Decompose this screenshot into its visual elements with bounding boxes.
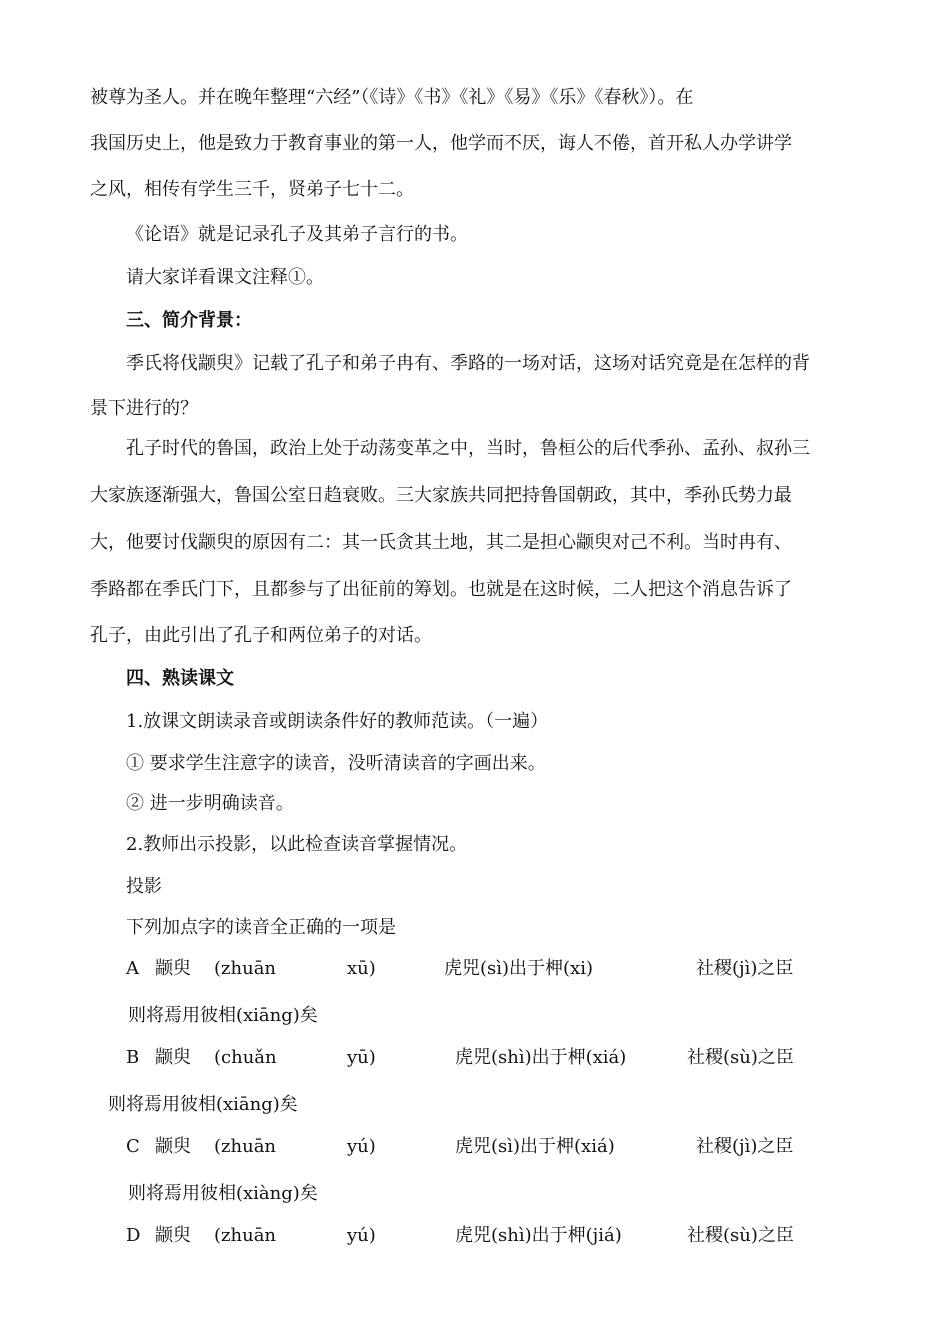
option-item: 社稷(sù)之臣 — [687, 1225, 794, 1246]
option-item: 则将焉用彼相(xiāng)矣 — [108, 1094, 298, 1115]
body-text-line: 2.教师出示投影，以此检查读音掌握情况。 — [126, 834, 468, 855]
section-heading: 四、熟读课文 — [126, 668, 234, 689]
option-letter: A — [126, 958, 139, 979]
option-pinyin: (zhuān — [214, 1136, 277, 1157]
option-word: 颛臾 — [155, 958, 191, 979]
body-text-line: ② 进一步明确读音。 — [126, 793, 294, 814]
option-letter: C — [126, 1136, 140, 1157]
body-text-line: 投影 — [126, 876, 162, 897]
body-text-line: 季氏将伐颛臾》记载了孔子和弟子冉有、季路的一场对话，这场对话究竟是在怎样的背 — [126, 353, 810, 374]
option-word: 颛臾 — [155, 1225, 191, 1246]
option-pinyin: xū) — [347, 958, 376, 979]
option-item: 则将焉用彼相(xiàng)矣 — [128, 1183, 318, 1204]
body-text-line: 我国历史上，他是致力于教育事业的第一人，他学而不厌，诲人不倦，首开私人办学讲学 — [90, 133, 792, 154]
option-word: 颛臾 — [155, 1136, 191, 1157]
option-item: 虎兕(shì)出于柙(jiá) — [455, 1225, 622, 1246]
body-text-line: 景下进行的？ — [90, 398, 198, 419]
body-text-line: 季路都在季氏门下，且都参与了出征前的筹划。也就是在这时候，二人把这个消息告诉了 — [90, 579, 792, 600]
option-pinyin: (zhuān — [214, 958, 277, 979]
option-pinyin: yú) — [347, 1136, 376, 1157]
option-item: 虎兕(sì)出于柙(xi) — [444, 958, 593, 979]
body-text-line: 1.放课文朗读录音或朗读条件好的教师范读。（一遍） — [126, 711, 549, 732]
body-text-line: 孔子，由此引出了孔子和两位弟子的对话。 — [90, 625, 432, 646]
option-pinyin: yú) — [347, 1225, 376, 1246]
section-heading: 三、简介背景： — [126, 310, 252, 331]
body-text-line: 之风，相传有学生三千，贤弟子七十二。 — [90, 179, 414, 200]
option-letter: B — [126, 1047, 140, 1068]
option-pinyin: yū) — [347, 1047, 376, 1068]
option-letter: D — [126, 1225, 141, 1246]
option-item: 社稷(jì)之臣 — [696, 958, 794, 979]
body-text-line: 大，他要讨伐颛臾的原因有二：其一氏贪其土地，其二是担心颛臾对己不利。当时冉有、 — [90, 532, 792, 553]
body-text-line: 大家族逐渐强大，鲁国公室日趋衰败。三大家族共同把持鲁国朝政，其中，季孙氏势力最 — [90, 485, 792, 506]
option-item: 虎兕(shì)出于柙(xiá) — [455, 1047, 627, 1068]
body-text-line: 《论语》就是记录孔子及其弟子言行的书。 — [126, 224, 468, 245]
body-text-line: ① 要求学生注意字的读音，没听清读音的字画出来。 — [126, 753, 546, 774]
body-text-line: 被尊为圣人。并在晚年整理“六经”（《诗》《书》《礼》《易》《乐》《春秋》）。在 — [90, 87, 694, 108]
option-item: 则将焉用彼相(xiāng)矣 — [128, 1005, 318, 1026]
body-text-line: 孔子时代的鲁国，政治上处于动荡变革之中，当时，鲁桓公的后代季孙、孟孙、叔孙三 — [126, 438, 810, 459]
option-pinyin: (zhuān — [214, 1225, 277, 1246]
option-word: 颛臾 — [155, 1047, 191, 1068]
body-text-line: 请大家详看课文注释①。 — [126, 267, 324, 288]
option-item: 社稷(jì)之臣 — [696, 1136, 794, 1157]
option-pinyin: (chuǎn — [214, 1047, 277, 1068]
question-text: 下列加点字的读音全正确的一项是 — [126, 917, 396, 938]
option-item: 虎兕(sì)出于柙(xiá) — [455, 1136, 615, 1157]
option-item: 社稷(sù)之臣 — [687, 1047, 794, 1068]
